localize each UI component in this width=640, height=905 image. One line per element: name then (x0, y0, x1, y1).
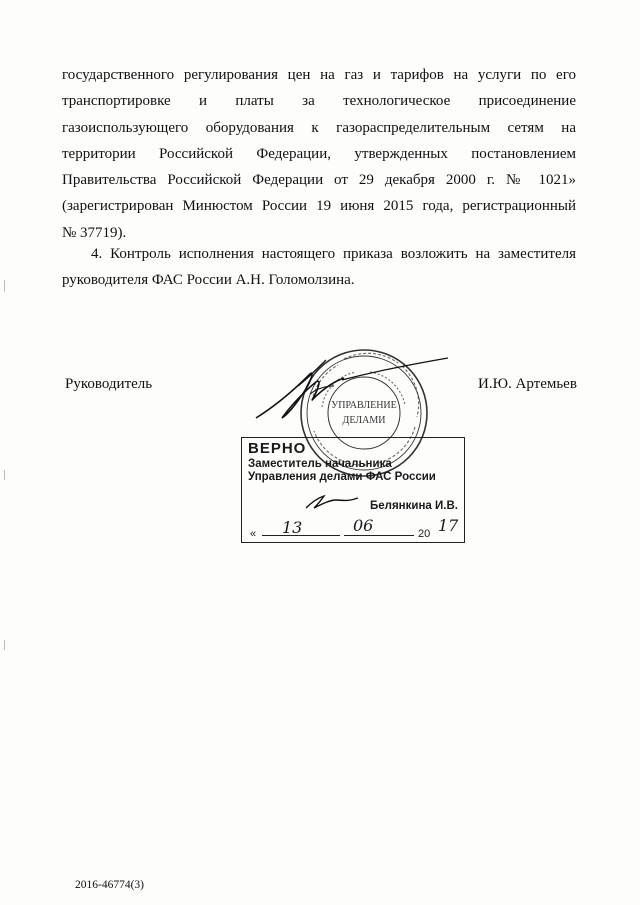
signatory-role: Руководитель (65, 376, 153, 392)
margin-mark (4, 470, 5, 480)
text-line: транспортировке и платы за технологическое присоединение (62, 93, 576, 110)
text-line: территории Российской Федерации, утвержденных постановлением (62, 145, 576, 162)
text-line: Правительства Российской Федерации от 29 декабря 2000 г. № 1021» (62, 172, 576, 189)
text-line: № 37719). (62, 224, 127, 241)
margin-mark (4, 640, 5, 650)
stamp-verified-word: ВЕРНО (248, 440, 307, 457)
stamp-date (248, 516, 458, 538)
text-line: 4. Контроль исполнения настоящего приказа возложить на заместителя (91, 246, 576, 262)
seal-center-line2: ДЕЛАМИ (342, 415, 386, 426)
stamp-department-line: Управления делами ФАС России (248, 471, 436, 483)
signature-artemyev (252, 352, 452, 432)
text-line: государственного регулирования цен на газ и тарифов на услуги по его (62, 67, 576, 83)
date-day: 13 (282, 518, 303, 537)
date-month: 06 (353, 516, 374, 535)
paragraph-continuation (62, 62, 576, 246)
date-underline-day (262, 535, 340, 536)
text-line: (зарегистрирован Минюстом России 19 июня 2015 года, регистрационный (62, 198, 576, 215)
document-number: 2016-46774(3) (75, 879, 144, 891)
stamp-person-name: Белянкина И.В. (370, 500, 458, 512)
date-year-hand: 17 (438, 516, 459, 535)
stamp-position-line: Заместитель начальника (248, 458, 392, 470)
margin-mark (4, 280, 5, 292)
date-underline-month (344, 535, 414, 536)
certification-stamp (241, 437, 465, 543)
signatory-name: И.Ю. Артемьев (478, 376, 577, 392)
date-quote: « (250, 528, 257, 540)
text-line: руководителя ФАС России А.Н. Голомолзина. (62, 272, 355, 289)
seal-center-line1: УПРАВЛЕНИЕ (331, 400, 397, 411)
paragraph-item-4 (62, 241, 576, 294)
stamp-signature (302, 490, 362, 512)
text-line: газоиспользующего оборудования к газораспределительным сетям на (62, 119, 576, 136)
date-year-prefix: 20 (418, 528, 431, 540)
